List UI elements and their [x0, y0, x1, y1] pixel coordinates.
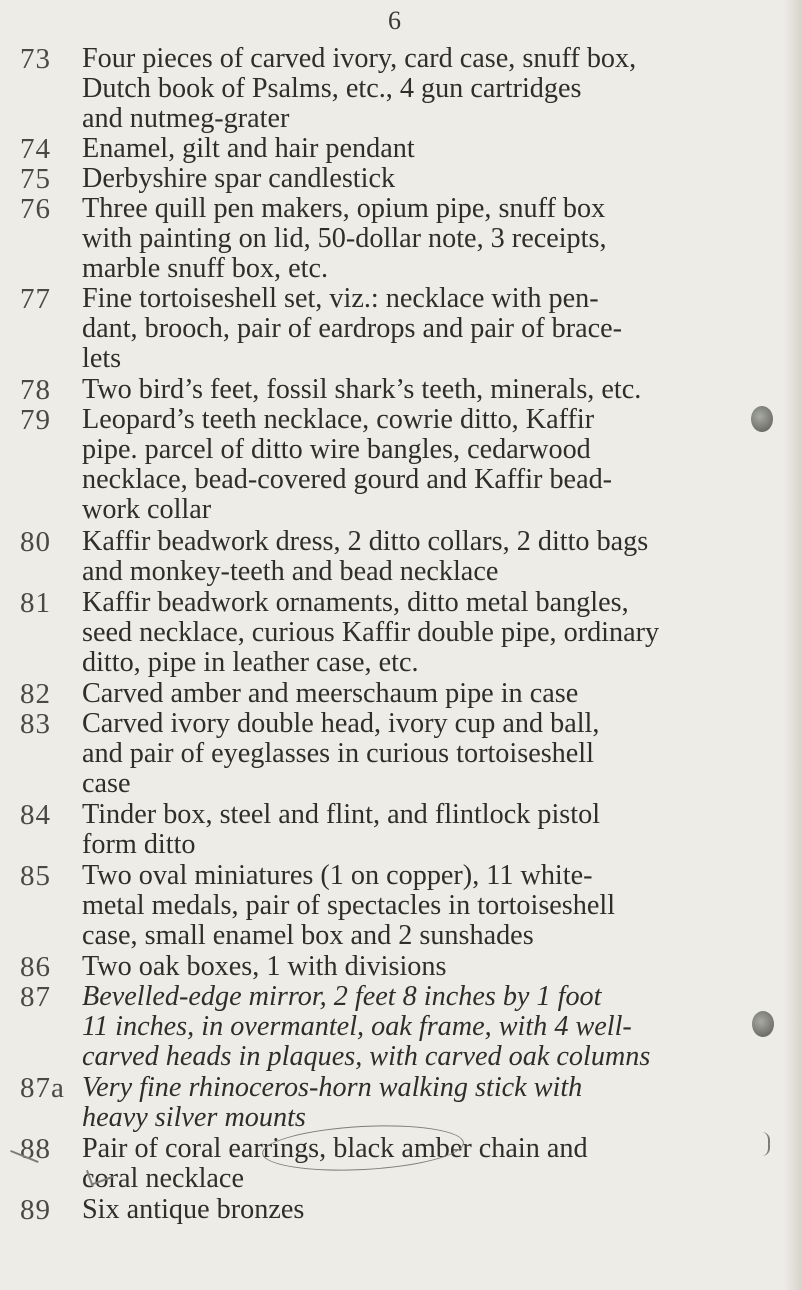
lot-number: 77	[20, 283, 51, 315]
lot-line: Derbyshire spar candlestick	[82, 163, 396, 194]
lot-line: lets	[82, 343, 122, 374]
margin-hole-icon	[751, 406, 773, 432]
lot-number: 87	[20, 981, 51, 1013]
lot-description	[82, 284, 750, 374]
lot-line: and pair of eyeglasses in curious tortoiseshell	[82, 738, 594, 769]
lot-description	[82, 952, 750, 982]
lot-line: with painting on lid, 50-dollar note, 3 receipts,	[82, 223, 607, 254]
lot-line: Enamel, gilt and hair pendant	[82, 133, 415, 164]
lot-number: 75	[20, 163, 51, 195]
lot-description	[82, 375, 750, 405]
lot-description	[82, 679, 750, 709]
lot-line: and nutmeg-grater	[82, 103, 290, 134]
lot-number: 78	[20, 374, 51, 406]
lot-line: and monkey-teeth and bead necklace	[82, 556, 499, 587]
lot-line: Four pieces of carved ivory, card case, snuff box,	[82, 43, 637, 74]
lot-line: Two oak boxes, 1 with divisions	[82, 951, 447, 982]
lot-line: Kaffir beadwork dress, 2 ditto collars, 2 ditto bags	[82, 526, 649, 557]
lot-number: 84	[20, 799, 51, 831]
lot-number: 87a	[20, 1072, 65, 1104]
lot-line: Pair of coral earrings, black amber chain and	[82, 1133, 588, 1164]
lot-description	[82, 164, 750, 194]
lot-line: necklace, bead-covered gourd and Kaffir bead-	[82, 464, 613, 495]
lot-line: seed necklace, curious Kaffir double pipe, ordinary	[82, 617, 660, 648]
lot-number: 79	[20, 404, 51, 436]
lot-line: case, small enamel box and 2 sunshades	[82, 920, 534, 951]
lot-line: Three quill pen makers, opium pipe, snuff box	[82, 193, 606, 224]
lot-line: Two oval miniatures (1 on copper), 11 white-	[82, 860, 593, 891]
lot-description	[82, 44, 750, 134]
margin-hole-icon	[752, 1011, 774, 1037]
lot-line: pipe. parcel of ditto wire bangles, cedarwood	[82, 434, 591, 465]
lot-description	[82, 588, 750, 678]
lot-line: Carved amber and meerschaum pipe in case	[82, 678, 579, 709]
lot-line: metal medals, pair of spectacles in tortoiseshell	[82, 890, 616, 921]
lot-description	[82, 194, 750, 284]
lot-number: 89	[20, 1194, 51, 1226]
lot-line: coral necklace	[82, 1163, 244, 1194]
lot-line: form ditto	[82, 829, 196, 860]
lot-line: carved heads in plaques, with carved oak columns	[82, 1041, 651, 1072]
page-number: 6	[388, 6, 401, 35]
lot-line: heavy silver mounts	[82, 1102, 306, 1133]
lot-description	[82, 982, 750, 1072]
lot-number: 86	[20, 951, 51, 983]
lot-line: marble snuff box, etc.	[82, 253, 329, 284]
lot-description	[82, 1073, 750, 1133]
lot-line: Bevelled-edge mirror, 2 feet 8 inches by 1 foot	[82, 981, 602, 1012]
lot-line: Two bird’s feet, fossil shark’s teeth, minerals, etc.	[82, 374, 642, 405]
lot-line: Fine tortoiseshell set, viz.: necklace with pen-	[82, 283, 599, 314]
lot-number: 73	[20, 43, 51, 75]
lot-description	[82, 134, 750, 164]
lot-description	[82, 861, 750, 951]
lot-line: Kaffir beadwork ornaments, ditto metal bangles,	[82, 587, 629, 618]
lot-line: Leopard’s teeth necklace, cowrie ditto, Kaffir	[82, 404, 595, 435]
lot-line: Six antique bronzes	[82, 1194, 305, 1225]
margin-pencil-mark	[760, 1132, 770, 1156]
page-edge-shadow	[783, 0, 801, 1290]
lot-description	[82, 1195, 750, 1225]
lot-line: Carved ivory double head, ivory cup and ball,	[82, 708, 600, 739]
lot-number: 82	[20, 678, 51, 710]
lot-line: ditto, pipe in leather case, etc.	[82, 647, 419, 678]
lot-number: 81	[20, 587, 51, 619]
lot-number: 80	[20, 526, 51, 558]
lot-number: 88	[20, 1133, 51, 1165]
lot-number: 83	[20, 708, 51, 740]
lot-description	[82, 800, 750, 860]
lot-description	[82, 405, 750, 525]
lot-line: 11 inches, in overmantel, oak frame, with 4 well-	[82, 1011, 632, 1042]
lot-line: Tinder box, steel and flint, and flintlock pistol	[82, 799, 601, 830]
lot-line: dant, brooch, pair of eardrops and pair of brace-	[82, 313, 623, 344]
lot-number: 85	[20, 860, 51, 892]
lot-number: 76	[20, 193, 51, 225]
lot-line: Dutch book of Psalms, etc., 4 gun cartridges	[82, 73, 582, 104]
lot-line: work collar	[82, 494, 212, 525]
lot-number: 74	[20, 133, 51, 165]
lot-description	[82, 709, 750, 799]
lot-description	[82, 527, 750, 587]
lot-line: case	[82, 768, 131, 799]
lot-line: Very fine rhinoceros-horn walking stick with	[82, 1072, 583, 1103]
